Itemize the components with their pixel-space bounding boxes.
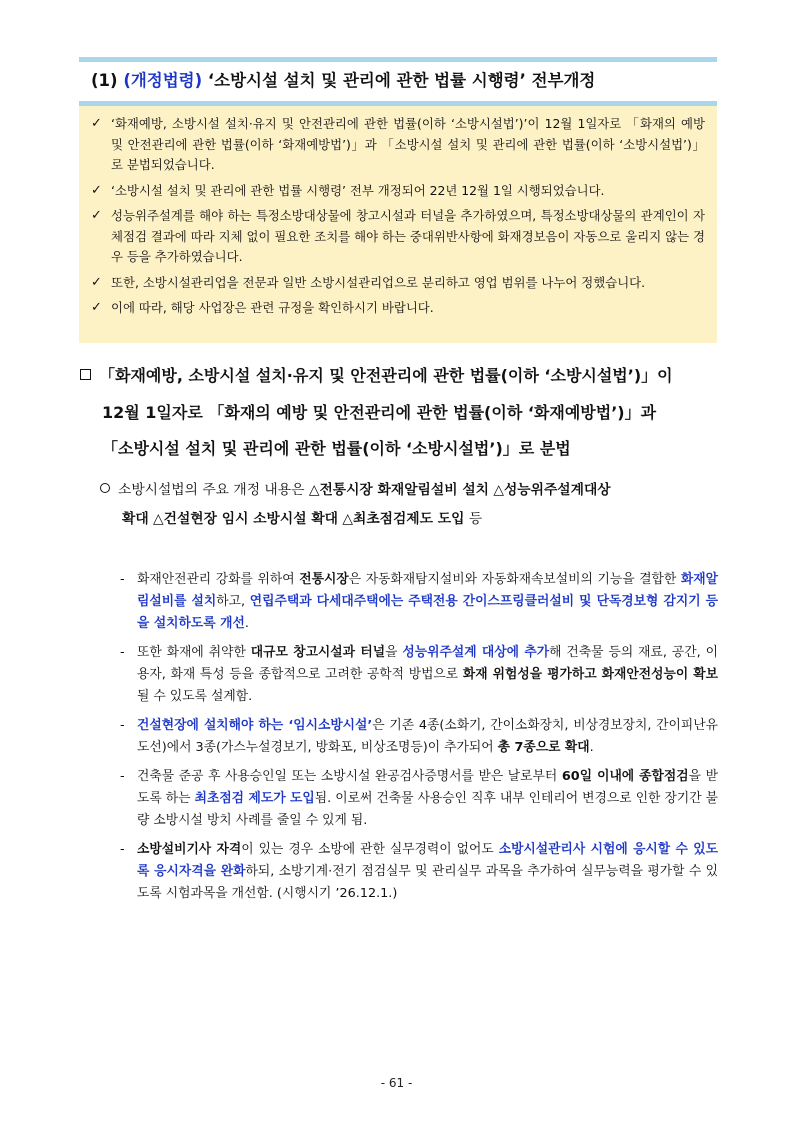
detail-text: 건축물 준공 후 사용승인일 또는 소방시설 완공검사증명서를 받은 날로부터 xyxy=(137,769,562,784)
detail-text: 화재안전관리 강화를 위하여 xyxy=(137,572,300,587)
summary-item xyxy=(89,298,705,319)
detail-text: 은 자동화재탐지설비와 자동화재속보설비의 기능을 결합한 xyxy=(348,572,681,587)
detail-item xyxy=(118,642,718,708)
sub-line-1 xyxy=(100,476,720,505)
check-icon: ✓ xyxy=(91,116,102,131)
detail-text: 은 기존 4종(소화기, 간이소화장치, 비상경보장치, 간이피난유도선)에서 3종(가스누설경보기, 방화포, 비상조명등)이 추가되어 xyxy=(137,718,718,755)
circle-bullet-icon xyxy=(100,483,110,493)
sub-point: 건설현장 임시 소방시설 확대 xyxy=(163,511,338,527)
detail-emphasis: 소방설비기사 자격 xyxy=(137,842,242,857)
detail-text: . xyxy=(589,740,594,755)
sub-point: 최초점검제도 도입 xyxy=(353,511,465,527)
summary-text: ‘화재예방, 소방시설 설치·유지 및 안전관리에 관한 법률(이하 ‘소방시설법’)’이 12월 1일자로 「화재의 예방 및 안전관리에 관한 법률(이하 ‘화재예방법’)」과 「소방시설 설치 및 관리에 관한 법률(이하 ‘소방시설법’)」로 분법되었습니다. xyxy=(111,116,705,172)
dash-bullet: - xyxy=(120,718,125,733)
section-line-3: 「소방시설 설치 및 관리에 관한 법률(이하 ‘소방시설법’)」로 분법 xyxy=(102,439,571,458)
detail-text: 될 수 있도록 설계함. xyxy=(137,689,253,704)
detail-emphasis: 총 7종으로 확대 xyxy=(497,740,590,755)
sub-text: 소방시설법의 주요 개정 내용은 xyxy=(118,482,309,498)
summary-box xyxy=(79,106,717,343)
detail-highlight: 소방시설관리사 시험에 응시할 수 있도록 응시자격을 완화 xyxy=(137,842,718,879)
detail-highlight: 화재알림설비를 설치 xyxy=(137,572,719,609)
triangle-icon: △ xyxy=(148,511,164,527)
detail-emphasis: 대규모 창고시설과 터널 xyxy=(250,645,386,660)
detail-emphasis: 60일 이내에 종합점검 xyxy=(561,769,689,784)
summary-text: 이에 따라, 해당 사업장은 관련 규정을 확인하시기 바랍니다. xyxy=(111,300,434,315)
triangle-icon: △ xyxy=(488,482,504,498)
sub-point: 확대 xyxy=(122,511,149,527)
detail-highlight: 성능위주설계 대상에 추가 xyxy=(402,645,550,660)
page-number: - 61 - xyxy=(380,1076,413,1090)
summary-text: 성능위주설계를 해야 하는 특정소방대상물에 창고시설과 터널을 추가하였으며, 특정소방대상물의 관계인이 자체점검 결과에 따라 지체 없이 필요한 조치를 해야 하는 중대위반사항에 화재경보음이 자동으로 울리지 않는 경우 등을 추가하였습니다. xyxy=(111,208,705,264)
section-title xyxy=(79,62,717,97)
section-heading xyxy=(80,358,720,468)
title-text: ‘소방시설 설치 및 관리에 관한 법률 시행령’ 전부개정 xyxy=(202,71,596,90)
dash-bullet: - xyxy=(120,645,125,660)
section-text: 「화재예방, 소방시설 설치·유지 및 안전관리에 관한 법률(이하 ‘소방시설법’)」이 xyxy=(99,366,673,385)
triangle-icon: △ xyxy=(308,482,320,498)
detail-text: 을 받도록 하는 xyxy=(137,769,718,806)
check-icon: ✓ xyxy=(91,208,102,223)
triangle-icon: △ xyxy=(338,511,353,527)
dash-bullet: - xyxy=(120,769,125,784)
sub-point: 성능위주설계대상 xyxy=(503,482,611,498)
detail-text: 됨. 이로써 건축물 사용승인 직후 내부 인테리어 변경으로 인한 장기간 불량 소방시설 방치 사례를 줄일 수 있게 됨. xyxy=(137,791,719,828)
detail-text: 하되, 소방기계·전기 점검실무 및 관리실무 과목을 추가하여 실무능력을 평가할 수 있도록 시험과목을 개선함. (시행시기 ’26.12.1.) xyxy=(137,864,718,901)
check-icon: ✓ xyxy=(91,300,102,315)
sub-text: 등 xyxy=(464,511,483,527)
dash-bullet: - xyxy=(120,842,125,857)
detail-text: 해 건축물 등의 재료, 공간, 이용자, 화재 특성 등을 종합적으로 고려한 공학적 방법으로 xyxy=(137,645,718,682)
summary-text: ‘소방시설 설치 및 관리에 관한 법률 시행령’ 전부 개정되어 22년 12월 1일 시행되었습니다. xyxy=(111,182,605,198)
detail-highlight: 건설현장에 설치해야 하는 ‘임시소방시설’ xyxy=(137,718,373,733)
summary-text: 또한, 소방시설관리업을 전문과 일반 소방시설관리업으로 분리하고 영업 범위를 나누어 정했습니다. xyxy=(111,274,646,290)
title-tag: (개정법령) xyxy=(123,71,203,90)
detail-text: 또한 화재에 취약한 xyxy=(137,645,251,660)
detail-list xyxy=(118,569,718,912)
detail-text: 하고, xyxy=(216,594,250,609)
title-block xyxy=(79,57,717,106)
section-line-1 xyxy=(80,358,720,395)
square-bullet-icon xyxy=(80,369,91,380)
summary-item xyxy=(89,206,705,268)
detail-emphasis: 전통시장 xyxy=(299,572,349,587)
title-number: (1) xyxy=(91,71,124,90)
detail-item xyxy=(118,839,718,905)
detail-text: . xyxy=(244,616,249,631)
detail-highlight: 최초점검 제도가 도입 xyxy=(194,791,315,806)
summary-item xyxy=(89,181,705,202)
detail-highlight: 연립주택과 다세대주택에는 주택전용 간이스프링클러설비 및 단독경보형 감지기 등을 설치하도록 개선 xyxy=(137,594,719,631)
detail-text: 을 xyxy=(385,645,403,660)
section-line-2: 12월 1일자로 「화재의 예방 및 안전관리에 관한 법률(이하 ‘화재예방법’)」과 xyxy=(102,402,657,422)
detail-item xyxy=(118,715,718,759)
dash-bullet: - xyxy=(120,572,125,587)
detail-item xyxy=(118,766,718,832)
detail-emphasis: 화재 위험성을 평가하고 화재안전성능이 확보 xyxy=(462,667,718,682)
sub-line-2 xyxy=(100,505,720,534)
summary-item xyxy=(89,114,705,176)
summary-item xyxy=(89,273,705,294)
sub-point: 전통시장 화재알림설비 설치 xyxy=(319,482,489,498)
check-icon: ✓ xyxy=(91,274,102,290)
detail-item xyxy=(118,569,718,635)
detail-text: 이 있는 경우 소방에 관한 실무경력이 없어도 xyxy=(241,842,499,857)
check-icon: ✓ xyxy=(91,182,102,198)
sub-heading xyxy=(100,476,720,534)
